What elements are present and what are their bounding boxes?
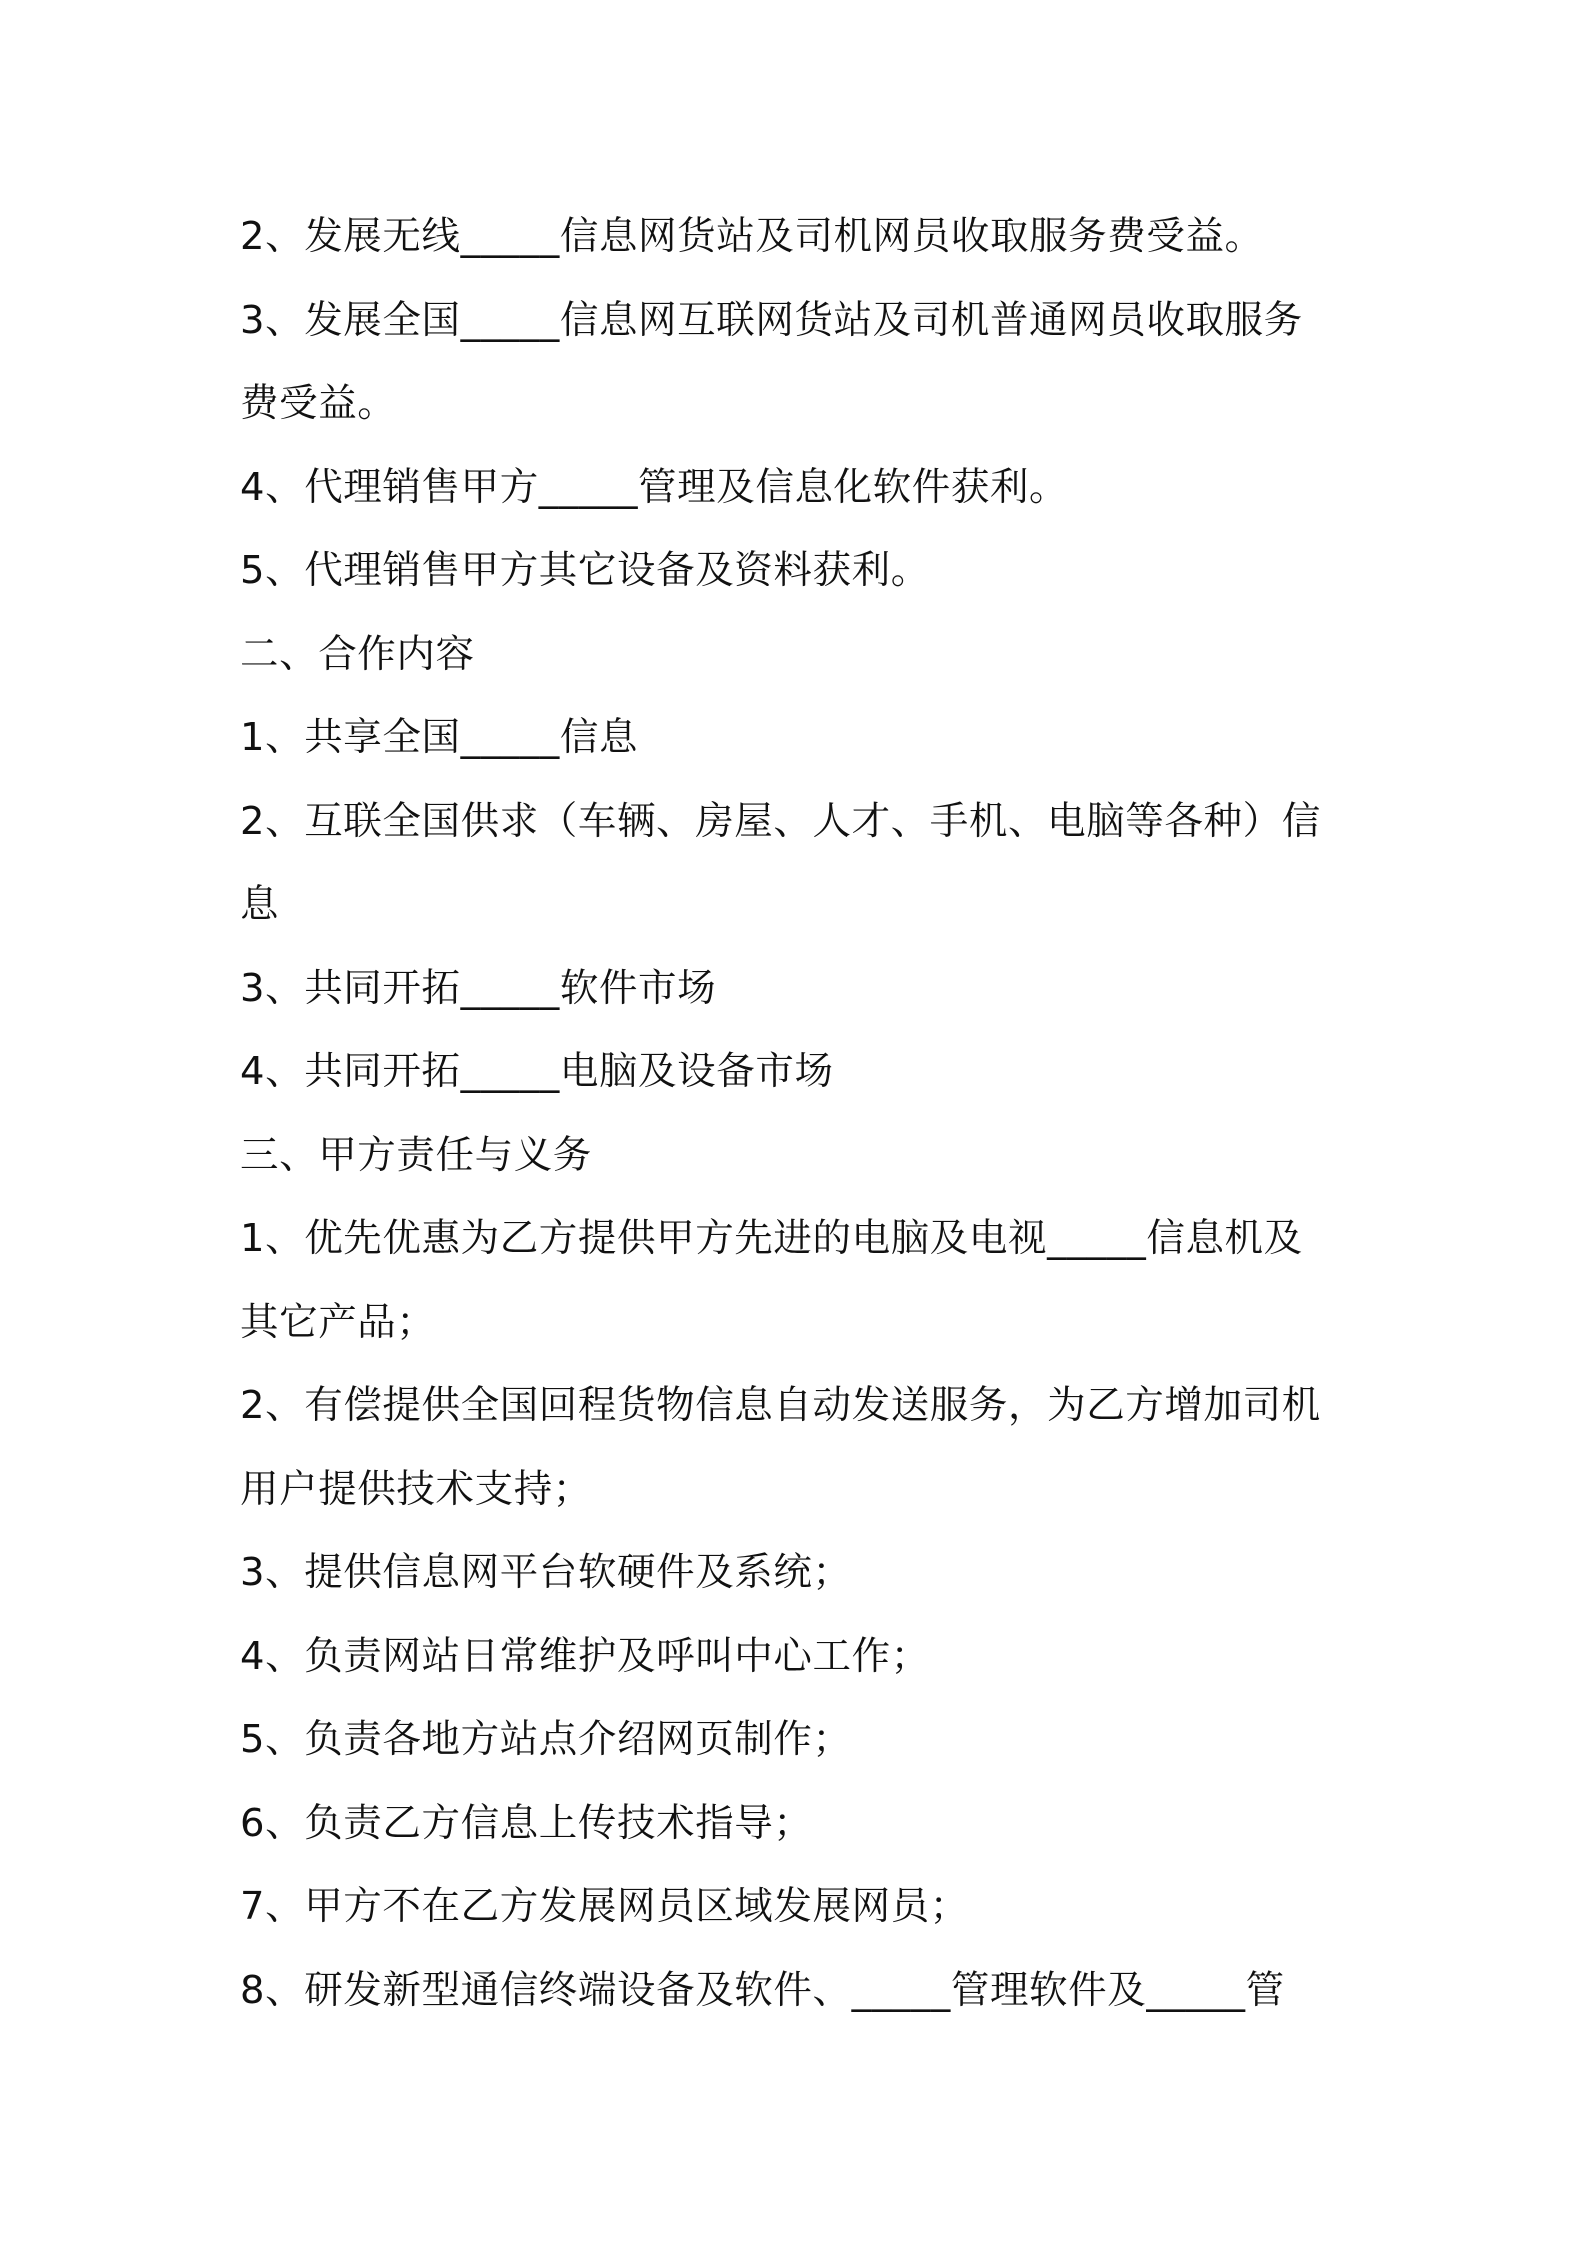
text-line: 2、发展无线_____信息网货站及司机网员收取服务费受益。: [240, 214, 1264, 259]
text-line: 其它产品；: [240, 1299, 436, 1345]
text-line: 息: [240, 882, 280, 927]
text-line: 用户提供技术支持；: [240, 1466, 592, 1512]
text-line: 5、负责各地方站点介绍网页制作；: [240, 1717, 852, 1762]
text-line: 4、共同开拓_____电脑及设备市场: [240, 1049, 834, 1094]
text-line: 3、共同开拓_____软件市场: [240, 965, 717, 1011]
text-line: 2、有偿提供全国回程货物信息自动发送服务，为乙方增加司机: [240, 1383, 1321, 1428]
text-line: 8、研发新型通信终端设备及软件、_____管理软件及_____管: [240, 1967, 1285, 2013]
text-line: 1、共享全国_____信息: [240, 715, 639, 760]
text-line: 2、互联全国供求（车辆、房屋、人才、手机、电脑等各种）信: [240, 798, 1321, 844]
text-line: 6、负责乙方信息上传技术指导；: [240, 1800, 813, 1846]
text-line: 费受益。: [240, 381, 397, 426]
document-body: [240, 195, 1360, 2032]
text-line: 3、提供信息网平台软硬件及系统；: [240, 1550, 852, 1595]
text-line: 4、负责网站日常维护及呼叫中心工作；: [240, 1633, 930, 1679]
text-line: 3、发展全国_____信息网互联网货站及司机普通网员收取服务: [240, 297, 1303, 343]
text-line: 1、优先优惠为乙方提供甲方先进的电脑及电视_____信息机及: [240, 1216, 1303, 1261]
section-heading: 二、合作内容: [240, 631, 475, 677]
text-line: 7、甲方不在乙方发展网员区域发展网员；: [240, 1884, 969, 1929]
text-line: 4、代理销售甲方_____管理及信息化软件获利。: [240, 464, 1069, 510]
section-heading: 三、甲方责任与义务: [240, 1132, 592, 1178]
text-line: 5、代理销售甲方其它设备及资料获利。: [240, 548, 930, 593]
